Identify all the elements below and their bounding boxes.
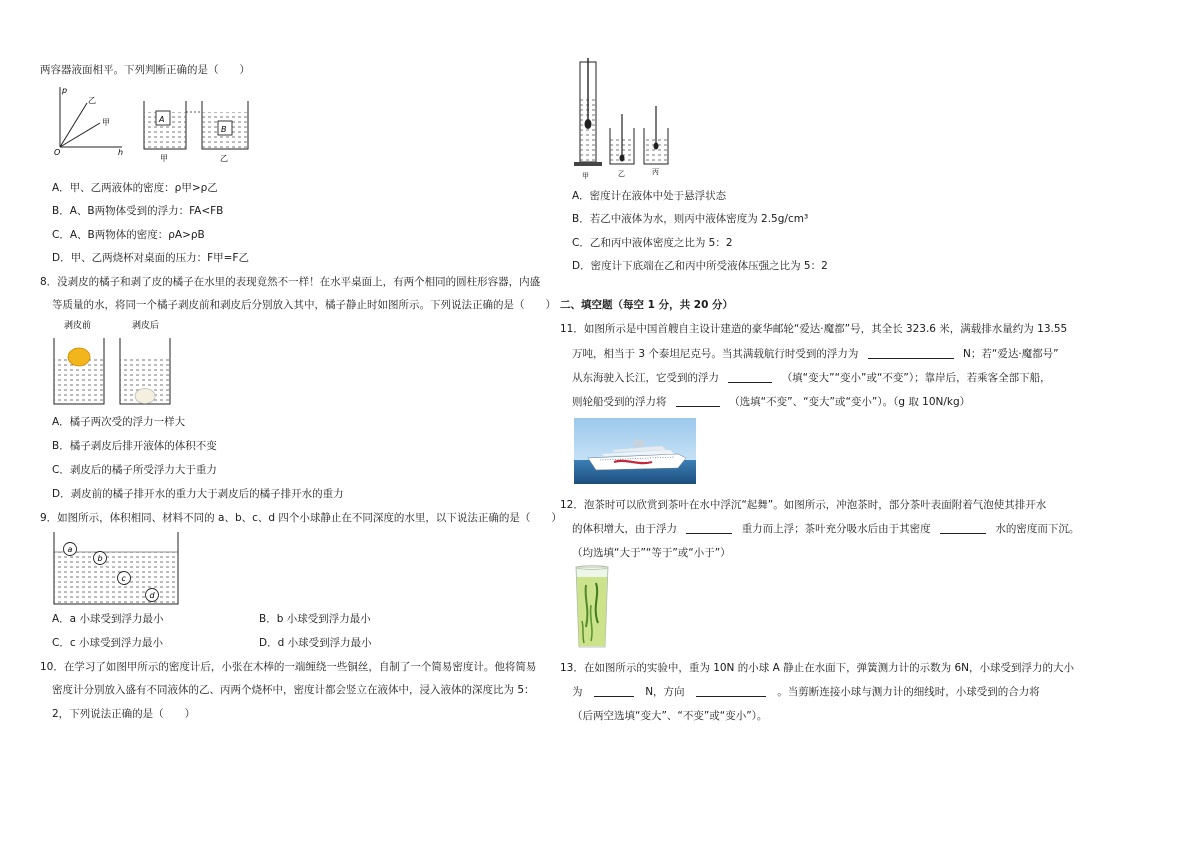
q10-option-b: B．若乙中液体为水，则丙中液体密度为 2.5g/cm³ — [572, 213, 809, 225]
q12-line1: 12．泡茶时可以欣赏到茶叶在水中浮沉“起舞”。如图所示，冲泡茶时，部分茶叶表面附着气泡使其排开水 — [560, 499, 1047, 511]
q8-label-after: 剥皮后 — [132, 321, 160, 331]
q7-option-c: C．A、B两物体的密度：ρA>ρB — [52, 229, 205, 241]
q7-option-a: A．甲、乙两液体的密度：ρ甲>ρ乙 — [52, 182, 218, 194]
q9-option-b: B．b 小球受到浮力最小 — [259, 613, 371, 625]
q10-line3: 2，下列说法正确的是（ ） — [52, 708, 196, 720]
q7-axis-o: O — [54, 148, 61, 157]
q13-line2-c: 。当剪断连接小球与测力计的细线时，小球受到的合力将 — [777, 686, 1040, 698]
q13-line1: 13．在如图所示的实验中，重为 10N 的小球 A 静止在水面下，弹簧测力计的示数为 6N，小球受到浮力的大小 — [560, 662, 1074, 674]
q7-line-jia: 甲 — [102, 118, 110, 127]
q9-ball-b: b — [97, 554, 103, 563]
q7-block-b: B — [221, 125, 227, 134]
q8-figure — [52, 318, 192, 408]
q10-option-c: C．乙和丙中液体密度之比为 5：2 — [572, 237, 733, 249]
q11-line2-b: N；若“爱达·魔都号” — [963, 348, 1059, 360]
tea-glass-image — [574, 565, 610, 649]
q9-option-d: D．d 小球受到浮力最小 — [259, 637, 372, 649]
q8-option-d: D．剥皮前的橘子排开水的重力大于剥皮后的橘子排开水的重力 — [52, 488, 344, 500]
q8-line1: 8．没剥皮的橘子和剥了皮的橘子在水里的表现竟然不一样！在水平桌面上，有两个相同的圆柱形容器，内盛 — [40, 276, 541, 288]
section-title: 二、填空题（每空 1 分，共 20 分） — [560, 299, 734, 311]
q11-blank-2[interactable] — [728, 370, 772, 383]
q11-line4 — [572, 394, 970, 411]
q11-line3-a: 从东海驶入长江，它受到的浮力 — [572, 372, 719, 384]
q10-line2: 密度计分别放入盛有不同液体的乙、丙两个烧杯中，密度计都会竖立在液体中，浸入液体的深度比为 5： — [52, 684, 535, 696]
q13-line2 — [572, 684, 1040, 701]
q11-line4-b: （选填“不变”、“变大”或“变小”）。（g 取 10N/kg） — [729, 396, 971, 408]
q9-stem: 9．如图所示，体积相同、材料不同的 a、b、c、d 四个小球静止在不同深度的水里，以下说法正确的是（ ） — [40, 512, 562, 524]
q13-blank-2[interactable] — [696, 684, 766, 697]
q7-stem: 两容器液面相平。下列判断正确的是（ ） — [40, 64, 250, 76]
q13-line3: （后两空选填“变大”、“不变”或“变小”）。 — [572, 710, 768, 722]
q10-option-a: A．密度计在液体中处于悬浮状态 — [572, 190, 727, 202]
q10-fig-jia: 甲 — [582, 172, 589, 180]
q12-line2-c: 水的密度而下沉。 — [995, 523, 1080, 535]
q12-line3: （均选填“大于”“等于”或“小于”） — [572, 547, 731, 559]
q7-block-a: A — [159, 115, 165, 124]
q8-label-before: 剥皮前 — [64, 321, 92, 331]
q11-line1: 11．如图所示是中国首艘自主设计建造的豪华邮轮“爱达·魔都”号，其全长 323.6 米，满载排水量约为 13.55 — [560, 323, 1068, 335]
q7-cup2: 乙 — [220, 154, 228, 163]
q7-cup1: 甲 — [160, 154, 168, 163]
q13-blank-1[interactable] — [594, 684, 634, 697]
q11-blank-3[interactable] — [676, 394, 720, 407]
q7-line-yi: 乙 — [88, 96, 96, 105]
q13-line2-a: 为 — [572, 686, 583, 698]
q9-option-c: C．c 小球受到浮力最小 — [52, 637, 163, 649]
q9-figure — [52, 530, 182, 608]
q13-line2-b: N，方向 — [645, 686, 685, 698]
q8-line2: 等质量的水，将同一个橘子剥皮前和剥皮后分别放入其中，橘子静止时如图所示。下列说法正确的是（ ） — [52, 299, 556, 311]
q12-line2-a: 的体积增大，由于浮力 — [572, 523, 677, 535]
q12-line2-b: 重力而上浮；茶叶充分吸水后由于其密度 — [741, 523, 931, 535]
cruise-ship-image — [574, 418, 696, 484]
q9-ball-d: d — [149, 591, 155, 600]
q12-blank-2[interactable] — [940, 521, 986, 534]
q11-line2 — [572, 346, 1059, 363]
q11-blank-1[interactable] — [868, 346, 954, 359]
q8-option-b: B．橘子剥皮后排开液体的体积不变 — [52, 440, 217, 452]
q8-option-c: C．剥皮后的橘子所受浮力大于重力 — [52, 464, 217, 476]
q10-fig-yi: 乙 — [618, 170, 625, 178]
q7-option-b: B．A、B两物体受到的浮力：FA<FB — [52, 205, 224, 217]
q10-fig-bing: 丙 — [652, 168, 659, 176]
q9-option-a: A．a 小球受到浮力最小 — [52, 613, 164, 625]
q7-axis-h: h — [118, 148, 124, 157]
q10-option-d: D．密度计下底端在乙和丙中所受液体压强之比为 5：2 — [572, 260, 828, 272]
q11-line4-a: 则轮船受到的浮力将 — [572, 396, 667, 408]
q11-line3 — [572, 370, 1051, 387]
q10-figure — [574, 58, 684, 178]
q9-ball-a: a — [67, 545, 73, 554]
q12-line2 — [572, 521, 1079, 538]
q11-line3-b: （填“变大”“变小”或“不变”）；靠岸后，若乘客全部下船， — [781, 372, 1051, 384]
q7-axis-p: p — [62, 86, 68, 95]
q12-blank-1[interactable] — [686, 521, 732, 534]
q11-line2-a: 万吨，相当于 3 个泰坦尼克号。当其满载航行时受到的浮力为 — [572, 348, 859, 360]
q7-figure — [52, 85, 252, 165]
q7-option-d: D．甲、乙两烧杯对桌面的压力：F甲=F乙 — [52, 252, 249, 264]
q10-line1: 10．在学习了如图甲所示的密度计后，小张在木棒的一端缠绕一些铜丝，自制了一个简易密度计。他将简易 — [40, 661, 537, 673]
q8-option-a: A．橘子两次受的浮力一样大 — [52, 416, 186, 428]
q9-ball-c: c — [121, 574, 126, 583]
